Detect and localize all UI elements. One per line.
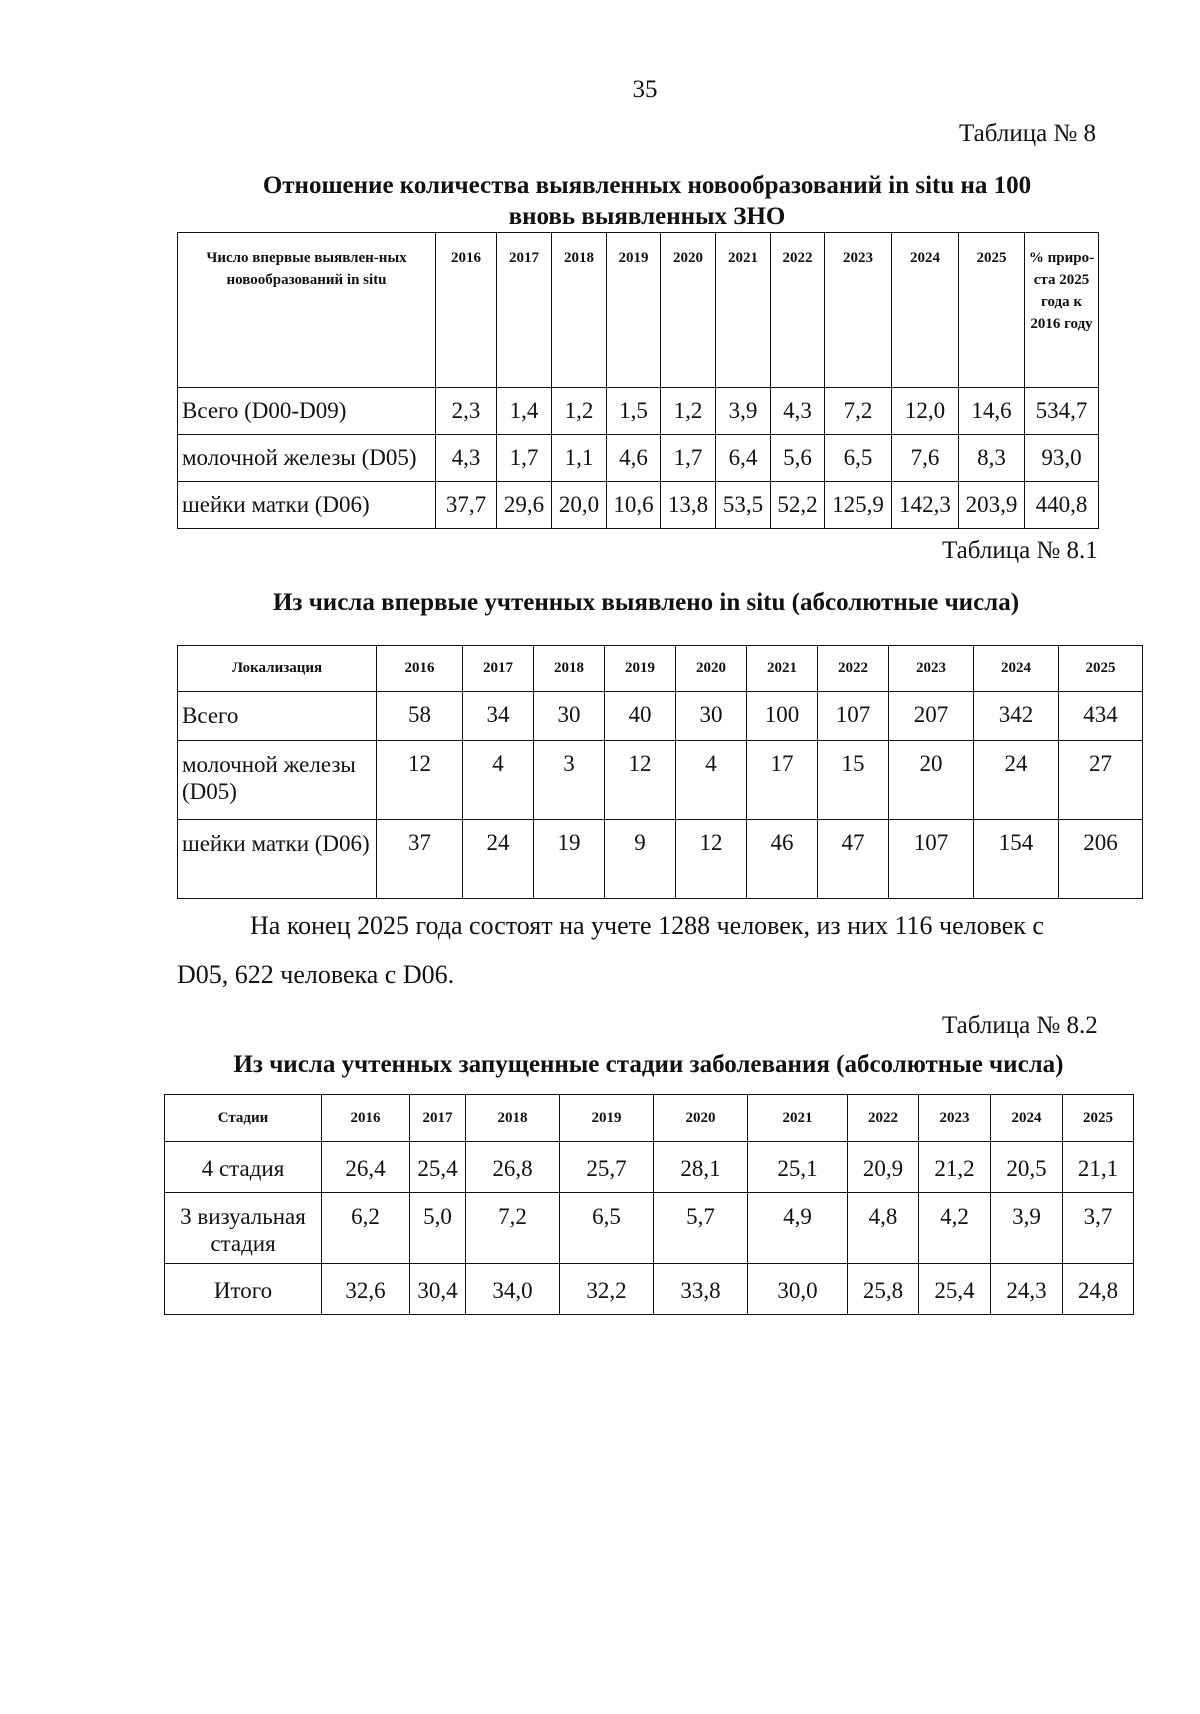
table8-cell: 1,5 xyxy=(607,388,661,435)
table8-row-label: Всего (D00-D09) xyxy=(178,388,436,435)
table81-header-cell: 2020 xyxy=(676,646,747,692)
table8-cell: 2,3 xyxy=(436,388,497,435)
table81 xyxy=(177,645,1143,899)
table81-cell: 154 xyxy=(974,820,1059,899)
table8-cell: 1,7 xyxy=(497,435,552,482)
table82-cell: 25,7 xyxy=(560,1142,654,1193)
table82-cell: 24,8 xyxy=(1063,1264,1134,1315)
table81-cell: 40 xyxy=(605,692,676,741)
table82-cell: 5,0 xyxy=(410,1193,466,1264)
table81-header-cell: 2024 xyxy=(974,646,1059,692)
table81-cell: 30 xyxy=(534,692,605,741)
page-number: 35 xyxy=(632,76,658,103)
table8-cell: 20,0 xyxy=(552,482,607,529)
table82-cell: 4,2 xyxy=(919,1193,991,1264)
table8-header-cell: 2016 xyxy=(436,233,497,388)
table8-cell: 1,2 xyxy=(661,388,716,435)
table82-header-cell: 2022 xyxy=(848,1095,919,1142)
table8-cell: 93,0 xyxy=(1025,435,1099,482)
table82-cell: 32,2 xyxy=(560,1264,654,1315)
table82-cell: 34,0 xyxy=(466,1264,560,1315)
table82-cell: 4,8 xyxy=(848,1193,919,1264)
table8-cell: 203,9 xyxy=(959,482,1025,529)
table81-cell: 12 xyxy=(605,741,676,820)
table8-cell: 29,6 xyxy=(497,482,552,529)
note-line2: D05, 622 человека с D06. xyxy=(177,960,455,989)
table8-header-row xyxy=(178,233,1099,388)
table8-header-cell: 2020 xyxy=(661,233,716,388)
table81-cell: 46 xyxy=(747,820,818,899)
table82-header-cell: Стадии xyxy=(165,1095,322,1142)
table81-cell: 9 xyxy=(605,820,676,899)
table82-cell: 30,0 xyxy=(748,1264,848,1315)
table81-cell: 206 xyxy=(1059,820,1143,899)
table81-cell: 434 xyxy=(1059,692,1143,741)
table8-cell: 4,3 xyxy=(436,435,497,482)
table81-cell: 100 xyxy=(747,692,818,741)
table81-title: Из числа впервые учтенных выявлено in situ (абсолютные числа) xyxy=(272,589,1020,616)
table82-cell: 28,1 xyxy=(654,1142,748,1193)
table8-title-line1: Отношение количества выявленных новообразований in situ на 100 xyxy=(262,172,1032,199)
table8-cell: 6,4 xyxy=(716,435,771,482)
table81-row-label: Всего xyxy=(178,692,377,741)
table81-row xyxy=(178,741,1143,820)
table8-cell: 53,5 xyxy=(716,482,771,529)
table82-header-row xyxy=(165,1095,1134,1142)
table81-cell: 17 xyxy=(747,741,818,820)
table8-row xyxy=(178,482,1099,529)
table82-cell: 20,9 xyxy=(848,1142,919,1193)
table81-row-label: шейки матки (D06) xyxy=(178,820,377,899)
table82-header-cell: 2024 xyxy=(991,1095,1063,1142)
table8-cell: 440,8 xyxy=(1025,482,1099,529)
table8-cell: 13,8 xyxy=(661,482,716,529)
table81-header-cell: 2022 xyxy=(818,646,889,692)
table81-row xyxy=(178,692,1143,741)
table8-cell: 4,6 xyxy=(607,435,661,482)
table82-title: Из числа учтенных запущенные стадии заболевания (абсолютные числа) xyxy=(233,1051,1064,1078)
table82-cell: 24,3 xyxy=(991,1264,1063,1315)
table8-cell: 7,2 xyxy=(825,388,892,435)
table82-header-cell: 2023 xyxy=(919,1095,991,1142)
table82-cell: 30,4 xyxy=(410,1264,466,1315)
table82-row-label: 4 стадия xyxy=(165,1142,322,1193)
table8-cell: 125,9 xyxy=(825,482,892,529)
table81-header-cell: 2025 xyxy=(1059,646,1143,692)
table82-header-cell: 2020 xyxy=(654,1095,748,1142)
table82-row xyxy=(165,1193,1134,1264)
table8-cell: 8,3 xyxy=(959,435,1025,482)
table82-cell: 5,7 xyxy=(654,1193,748,1264)
table8-cell: 1,2 xyxy=(552,388,607,435)
table8-header-cell: 2021 xyxy=(716,233,771,388)
table8-header-cell: 2022 xyxy=(771,233,825,388)
table81-cell: 20 xyxy=(889,741,974,820)
table8-header-cell: 2024 xyxy=(892,233,959,388)
table81-cell: 24 xyxy=(463,820,534,899)
table82-cell: 6,2 xyxy=(322,1193,410,1264)
table82-cell: 7,2 xyxy=(466,1193,560,1264)
table82-header-cell: 2025 xyxy=(1063,1095,1134,1142)
table8-cell: 10,6 xyxy=(607,482,661,529)
table8-row xyxy=(178,388,1099,435)
table82-cell: 20,5 xyxy=(991,1142,1063,1193)
table81-header-cell: 2018 xyxy=(534,646,605,692)
table81-cell: 27 xyxy=(1059,741,1143,820)
table8-title xyxy=(177,170,1117,232)
table81-cell: 19 xyxy=(534,820,605,899)
table82-cell: 3,9 xyxy=(991,1193,1063,1264)
note-line1: На конец 2025 года состоят на учете 1288 человек, из них 116 человек с xyxy=(250,911,1044,940)
table81-row xyxy=(178,820,1143,899)
table8-cell: 4,3 xyxy=(771,388,825,435)
table82-header-cell: 2016 xyxy=(322,1095,410,1142)
table8-row-label: молочной железы (D05) xyxy=(178,435,436,482)
table8-cell: 14,6 xyxy=(959,388,1025,435)
table82-cell: 26,4 xyxy=(322,1142,410,1193)
table82-cell: 4,9 xyxy=(748,1193,848,1264)
table81-header-cell: 2023 xyxy=(889,646,974,692)
table8-row-label: шейки матки (D06) xyxy=(178,482,436,529)
table82-cell: 25,8 xyxy=(848,1264,919,1315)
table8-header-cell: Число впервые выявлен-ных новообразований in situ xyxy=(178,233,436,388)
table82-row-label: Итого xyxy=(165,1264,322,1315)
table8-cell: 1,1 xyxy=(552,435,607,482)
table82-cell: 21,2 xyxy=(919,1142,991,1193)
table8-cell: 5,6 xyxy=(771,435,825,482)
table81-cell: 4 xyxy=(463,741,534,820)
table82-cell: 25,1 xyxy=(748,1142,848,1193)
table82-header-cell: 2018 xyxy=(466,1095,560,1142)
table82-row xyxy=(165,1142,1134,1193)
table81-header-cell: 2019 xyxy=(605,646,676,692)
table81-cell: 24 xyxy=(974,741,1059,820)
table82-cell: 26,8 xyxy=(466,1142,560,1193)
table81-header-row xyxy=(178,646,1143,692)
table81-cell: 58 xyxy=(377,692,463,741)
table81-cell: 12 xyxy=(377,741,463,820)
table8-header-cell: 2025 xyxy=(959,233,1025,388)
table82-cell: 32,6 xyxy=(322,1264,410,1315)
table82-header-cell: 2021 xyxy=(748,1095,848,1142)
table82-header-cell: 2017 xyxy=(410,1095,466,1142)
table8-cell: 6,5 xyxy=(825,435,892,482)
table81-cell: 107 xyxy=(889,820,974,899)
table8-cell: 37,7 xyxy=(436,482,497,529)
table8-cell: 52,2 xyxy=(771,482,825,529)
table82-row-label: 3 визуальная стадия xyxy=(165,1193,322,1264)
table8-header-cell: 2018 xyxy=(552,233,607,388)
table81-header-cell: 2021 xyxy=(747,646,818,692)
table81-header-cell: Локализация xyxy=(178,646,377,692)
table81-cell: 12 xyxy=(676,820,747,899)
table81-header-cell: 2017 xyxy=(463,646,534,692)
table8-label: Таблица № 8 xyxy=(959,120,1097,147)
table8-cell: 1,4 xyxy=(497,388,552,435)
table8-header-cell: % приро-ста 2025 года к 2016 году xyxy=(1025,233,1099,388)
table8-cell: 142,3 xyxy=(892,482,959,529)
table81-cell: 30 xyxy=(676,692,747,741)
table8-cell: 7,6 xyxy=(892,435,959,482)
table8-row xyxy=(178,435,1099,482)
table8-title-line2: вновь выявленных ЗНО xyxy=(508,203,786,230)
table8-cell: 534,7 xyxy=(1025,388,1099,435)
table81-cell: 342 xyxy=(974,692,1059,741)
table81-cell: 47 xyxy=(818,820,889,899)
table82-cell: 21,1 xyxy=(1063,1142,1134,1193)
table8 xyxy=(177,232,1099,529)
table8-cell: 3,9 xyxy=(716,388,771,435)
table82-cell: 25,4 xyxy=(410,1142,466,1193)
table81-header-cell: 2016 xyxy=(377,646,463,692)
table82 xyxy=(164,1094,1134,1315)
table81-cell: 3 xyxy=(534,741,605,820)
table8-cell: 12,0 xyxy=(892,388,959,435)
table8-header-cell: 2019 xyxy=(607,233,661,388)
table81-cell: 4 xyxy=(676,741,747,820)
table82-row xyxy=(165,1264,1134,1315)
table81-cell: 207 xyxy=(889,692,974,741)
table8-header-cell: 2017 xyxy=(497,233,552,388)
table81-cell: 37 xyxy=(377,820,463,899)
table82-label: Таблица № 8.2 xyxy=(942,1012,1098,1039)
table82-cell: 25,4 xyxy=(919,1264,991,1315)
table81-cell: 107 xyxy=(818,692,889,741)
table81-label: Таблица № 8.1 xyxy=(942,537,1098,564)
table82-header-cell: 2019 xyxy=(560,1095,654,1142)
table82-cell: 6,5 xyxy=(560,1193,654,1264)
table81-cell: 34 xyxy=(463,692,534,741)
table82-cell: 33,8 xyxy=(654,1264,748,1315)
table82-cell: 3,7 xyxy=(1063,1193,1134,1264)
table8-cell: 1,7 xyxy=(661,435,716,482)
table81-row-label: молочной железы (D05) xyxy=(178,741,377,820)
table8-header-cell: 2023 xyxy=(825,233,892,388)
table81-cell: 15 xyxy=(818,741,889,820)
